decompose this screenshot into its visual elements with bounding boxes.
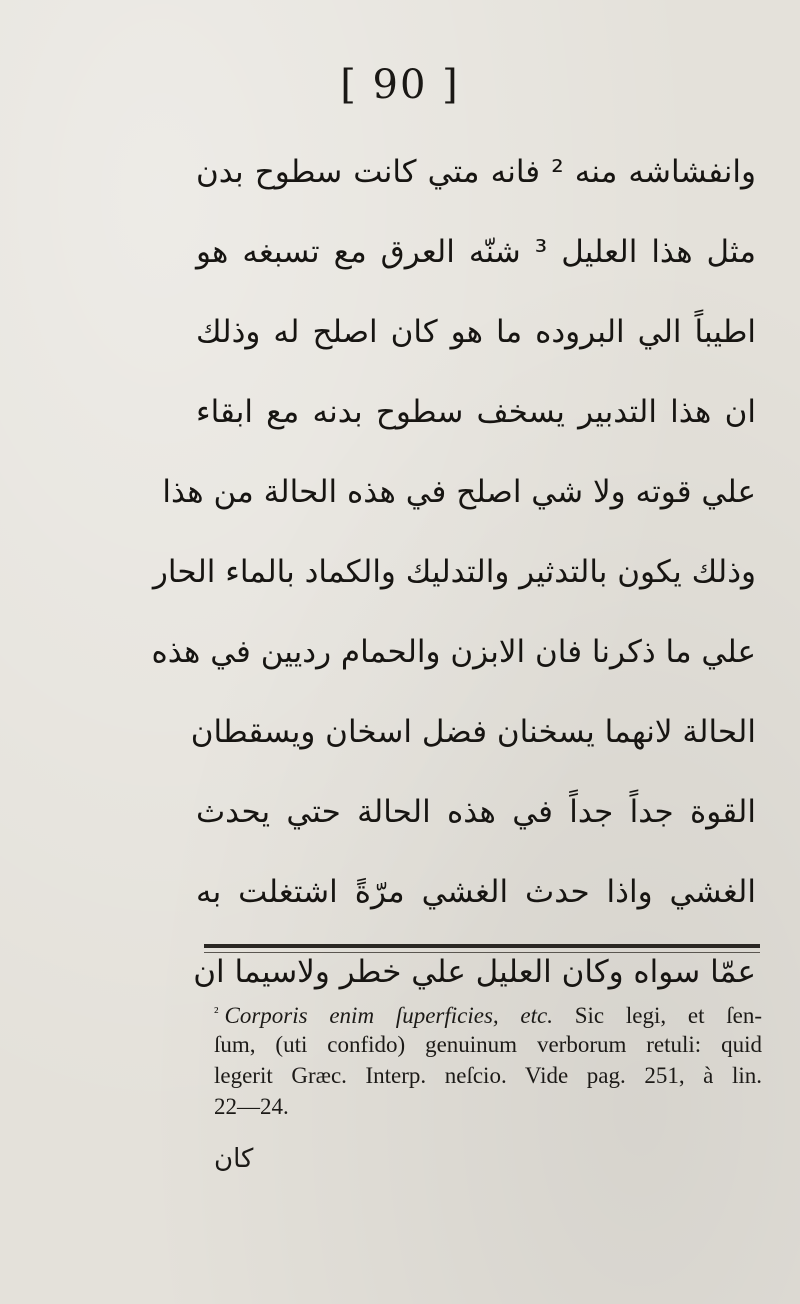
arabic-line: علي ما ذكرنا فان الابزن والحمام رديين في هذه xyxy=(151,634,756,670)
footnote-marker: ² xyxy=(214,1005,219,1021)
arabic-line: ان هذا التدبير يسخف سطوح بدنه مع ابقاء xyxy=(196,394,756,430)
arabic-line: علي قوته ولا شي اصلح في هذه الحالة من هذا xyxy=(162,474,756,510)
arabic-line: الغشي واذا حدث الغشي مرّةً اشتغلت به xyxy=(196,874,756,910)
footnote-italic-text: Corporis enim ſuperficies, etc. xyxy=(224,1003,553,1028)
arabic-line: وانفشاشه منه ² فانه متي كانت سطوح بدن xyxy=(196,154,756,190)
arabic-line: اطيباً الي البروده ما هو كان اصلح له وذلك xyxy=(196,314,756,350)
arabic-line: عمّا سواه وكان العليل علي خطر ولاسيما ان xyxy=(193,954,756,990)
arabic-line: الحالة لانهما يسخنان فضل اسخان ويسقطان xyxy=(190,714,756,750)
footnote-arabic-word: كان xyxy=(214,1144,254,1174)
footnote-divider-thin xyxy=(204,952,760,953)
footnote-line: 22—24. xyxy=(214,1094,289,1119)
arabic-text-block xyxy=(151,132,756,1012)
footnote-line: legerit Græc. Interp. neſcio. Vide pag. 251, à lin. xyxy=(214,1063,762,1088)
footnote-divider xyxy=(204,944,760,948)
footnote-line xyxy=(214,998,762,1029)
page-number: [ 90 ] xyxy=(340,62,460,108)
footnote-line: ſum, (uti confido) genuinum verborum retuli: quid xyxy=(214,1032,762,1057)
arabic-line: مثل هذا العليل ³ شنّه العرق مع تسبغه هو xyxy=(196,234,756,270)
footnote-text: Sic legi, et ſen- xyxy=(552,1003,762,1028)
footnote xyxy=(214,998,762,1122)
arabic-line: وذلك يكون بالتدثير والتدليك والكماد بالماء الحار xyxy=(152,554,756,590)
arabic-line: القوة جداً جداً في هذه الحالة حتي يحدث xyxy=(196,794,756,830)
